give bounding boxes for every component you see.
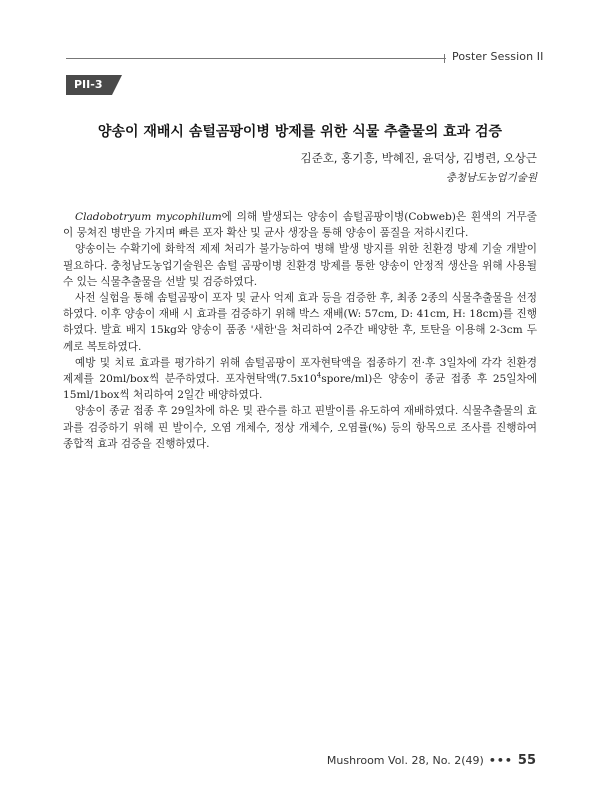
article-affiliation: 충청남도농업기술원 — [445, 172, 537, 184]
paragraph-4-text-before: 예방 및 치료 효과를 평가하기 위해 솜털곰팡이 포자현탁액을 접종하기 전·후 3일차에 각각 친환경 제제를 20ml/box씩 분주하였다. 포자현탁액(7.5x10 — [63, 356, 537, 386]
article-body — [63, 209, 537, 452]
article-title: 양송이 재배시 솜털곰팡이병 방제를 위한 식물 추출물의 효과 검증 — [97, 124, 503, 140]
session-code-badge: PII-3 — [66, 75, 112, 95]
paragraph-2: 양송이는 수확기에 화학적 제제 처리가 불가능하여 병해 발생 방지를 위한 친환경 방제 기술 개발이 필요하다. 충청남도농업기술원은 솜털 곰팡이병 친환경 방제를 통한 양송이 안정적 생산을 위해 사용될 수 있는 식물추출물을 선발 및 검증하였다. — [63, 243, 537, 288]
species-name: Cladobotryum mycophilum — [75, 211, 222, 223]
page-number: 55 — [517, 753, 536, 768]
header-rule — [66, 58, 446, 59]
paragraph-5: 양송이 종균 접종 후 29일차에 하온 및 관수를 하고 핀발이를 유도하여 재배하였다. 식물추출물의 효과를 검증하기 위해 핀 발이수, 오염 개체수, 정상 개체수, 오염률(%) 등의 항목으로 조사를 진행하여 종합적 효과 검증을 진행하였다. — [63, 405, 537, 450]
journal-citation: Mushroom Vol. 28, No. 2(49) — [326, 754, 484, 767]
paragraph-1 — [63, 209, 537, 241]
section-label: Poster Session II — [452, 50, 544, 63]
article-authors: 김준호, 홍기흥, 박혜진, 윤덕상, 김병련, 오상근 — [300, 151, 537, 165]
paragraph-1-text: 에 의해 발생되는 양송이 솜털곰팡이병(Cobweb)은 흰색의 거무줄이 뭉쳐진 병반을 가지며 빠른 포자 확산 및 균사 생장을 통해 양송이 품질을 저하시킨다. — [63, 211, 537, 240]
paragraph-3: 사전 실험을 통해 솜털곰팡이 포자 및 균사 억제 효과 등을 검증한 후, 최종 2종의 식물추출물을 선정하였다. 이후 양송이 재배 시 효과를 검증하기 위해 박스 재배(W: 57cm, D: 41cm, H: 18cm)를 진행하였다. 발효 배지 15kg와 양송이 품종 '새한'을 처리하여 2주간 배양한 후, 토탄을 이용해 2-3cm 두께로 복토하였다. — [63, 292, 537, 353]
paragraph-4 — [63, 355, 537, 404]
paragraph-4-text-after: spore/ml)은 양송이 종균 접종 후 25일차에 15ml/1box씩 처리하여 2일간 배양하였다. — [63, 373, 537, 402]
header-rule-tick — [444, 54, 445, 63]
footer-separator: ••• — [488, 754, 513, 767]
page-footer — [327, 753, 536, 768]
session-code-badge-tab — [112, 75, 122, 95]
exponent: 4 — [316, 371, 322, 380]
